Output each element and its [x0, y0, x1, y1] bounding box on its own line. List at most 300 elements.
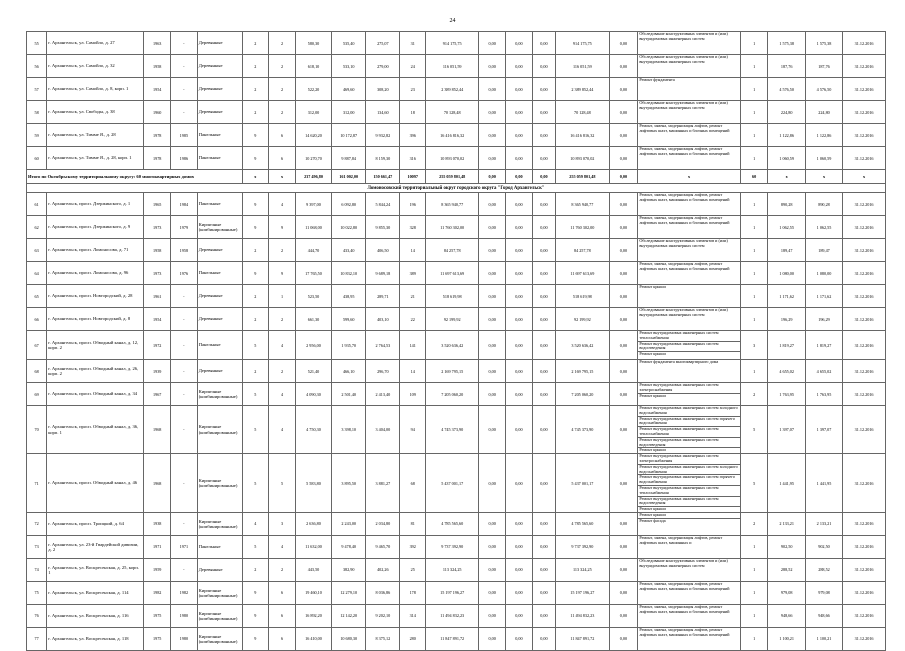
table-row	[27, 360, 886, 383]
table-cell: 0,00	[609, 406, 638, 454]
table-cell: 0,00	[506, 78, 533, 101]
table-cell: 70	[27, 406, 47, 454]
table-cell: 150 661,47	[366, 170, 400, 184]
table-cell: 0,00	[532, 78, 555, 101]
address-cell: г. Архангельск, ул. Самойло, д. 32	[47, 55, 144, 78]
table-cell: 187,76	[768, 55, 805, 78]
table-cell: 70 128,48	[426, 101, 479, 124]
table-cell: 0,00	[506, 147, 533, 170]
table-cell: 1	[740, 101, 768, 124]
table-cell: 9	[242, 604, 269, 627]
table-cell: 9 737 392,90	[426, 535, 479, 558]
table-cell: 618,10	[295, 55, 331, 78]
table-cell: 2 169 795,15	[426, 360, 479, 383]
table-cell: 1965	[144, 193, 171, 216]
table-row	[27, 512, 886, 535]
table-cell: 9	[242, 627, 269, 650]
table-cell: 1939	[144, 360, 171, 383]
table-cell: 116 051,59	[556, 55, 609, 78]
table-cell: 77	[27, 627, 47, 650]
address-cell: г. Архангельск, ул. Воскресенская, д. 114	[47, 581, 144, 604]
capital-repair-table	[26, 31, 886, 651]
table-cell: Деревянные	[197, 78, 242, 101]
table-cell: 312,00	[295, 101, 331, 124]
address-cell: г. Архангельск, просп. Троицкий, д. 64	[47, 512, 144, 535]
table-cell: 1938	[144, 512, 171, 535]
table-row	[27, 627, 886, 650]
table-cell: 518 619,98	[556, 285, 609, 308]
table-cell: 1	[740, 308, 768, 331]
table-cell: 1 935,70	[332, 331, 366, 360]
table-cell: 1976	[171, 262, 198, 285]
district-header-row	[27, 184, 886, 193]
table-cell: 0,00	[532, 55, 555, 78]
table-row	[27, 454, 886, 513]
table-cell: 8 159,30	[366, 147, 400, 170]
table-cell: 308,20	[366, 78, 400, 101]
table-cell: 5	[269, 454, 296, 513]
work-types-cell	[638, 285, 740, 308]
work-type: Ремонт, замена, модернизация лифтов, ремонт лифтовых шахт, машинных и блочных помещений	[639, 261, 730, 271]
work-types-cell	[638, 193, 740, 216]
table-cell: 0,00	[609, 308, 638, 331]
table-row	[27, 32, 886, 55]
table-cell: 1978	[144, 124, 171, 147]
table-cell: 2	[269, 55, 296, 78]
table-cell: 0,00	[506, 331, 533, 360]
table-cell: 8 036,86	[366, 581, 400, 604]
table-cell: 599,60	[332, 308, 366, 331]
table-cell: 0,00	[479, 581, 506, 604]
table-cell: 312,00	[332, 101, 366, 124]
table-cell: 1972	[144, 331, 171, 360]
table-cell: 237 496,80	[295, 170, 331, 184]
table-cell: 4	[269, 535, 296, 558]
address-cell: г. Архангельск, ул. Самойло, д. 8, корп. 1	[47, 78, 144, 101]
table-cell: 902,50	[768, 535, 805, 558]
table-cell: 9	[242, 216, 269, 239]
table-cell: 113 324,25	[426, 558, 479, 581]
table-cell: Кирпичные (комбинированные)	[197, 383, 242, 406]
table-cell: 533,10	[332, 55, 366, 78]
table-cell: Кирпичные (комбинированные)	[197, 581, 242, 604]
table-cell: 5 437 001,17	[556, 454, 609, 513]
work-type: Ремонт внутридомовых инженерных систем горячего водоснабжения	[638, 417, 739, 428]
address-cell: г. Архангельск, просп. Обводный канал, д. 34	[47, 383, 144, 406]
table-cell: 2	[242, 78, 269, 101]
address-cell: г. Архангельск, просп. Дзержинского, д. 1	[47, 193, 144, 216]
table-row	[27, 262, 886, 285]
table-cell: 2 133,21	[805, 512, 842, 535]
table-cell: 5 844,24	[366, 193, 400, 216]
table-cell: 5 583,80	[295, 454, 331, 513]
table-cell: 31.12.2016	[843, 604, 886, 627]
table-cell: 8 375,12	[366, 627, 400, 650]
table-cell: Панельные	[197, 262, 242, 285]
table-row	[27, 535, 886, 558]
table-cell: 0,00	[479, 383, 506, 406]
table-cell: 0,00	[609, 454, 638, 513]
table-cell: 1968	[144, 454, 171, 513]
table-cell: 1 060,59	[805, 147, 842, 170]
table-cell: 1	[740, 239, 768, 262]
table-cell: 1 171,62	[768, 285, 805, 308]
table-cell: 1 441,95	[768, 454, 805, 513]
table-cell: 6	[269, 124, 296, 147]
table-cell: 0,00	[609, 285, 638, 308]
table-cell: 10 832,10	[332, 262, 366, 285]
table-cell: 5	[242, 331, 269, 360]
table-cell: 0,00	[506, 262, 533, 285]
table-cell: 0,00	[479, 360, 506, 383]
table-cell: 16 892,20	[295, 604, 331, 627]
table-cell: 1 062,55	[805, 216, 842, 239]
table-cell: 55	[27, 32, 47, 55]
table-cell: 11 632,00	[295, 535, 331, 558]
table-cell: 6	[269, 604, 296, 627]
table-cell: 196	[400, 193, 426, 216]
work-types-cell	[638, 216, 740, 239]
table-cell: 92 199,92	[426, 308, 479, 331]
table-cell: 296,70	[366, 360, 400, 383]
table-cell: 255 059 801,48	[426, 170, 479, 184]
table-cell: 1968	[144, 406, 171, 454]
work-type: Ремонт, замена, модернизация лифтов, ремонт лифтовых шахт, машинных и блочных помещений	[639, 192, 730, 202]
table-cell: 196,29	[768, 308, 805, 331]
work-types-cell	[638, 383, 740, 406]
table-cell: 0,00	[532, 239, 555, 262]
table-cell: 2	[242, 101, 269, 124]
table-cell: Деревянные	[197, 308, 242, 331]
table-cell: 68	[27, 360, 47, 383]
table-cell: 2	[269, 101, 296, 124]
table-cell: 12 279,10	[332, 581, 366, 604]
table-row	[27, 193, 886, 216]
table-row	[27, 604, 886, 627]
table-cell: 31.12.2016	[843, 308, 886, 331]
work-types-cell	[638, 239, 740, 262]
table-cell: 0,00	[506, 32, 533, 55]
table-cell: 31.12.2016	[843, 383, 886, 406]
table-cell: 1	[740, 285, 768, 308]
table-cell: 9	[269, 262, 296, 285]
table-cell: 1	[740, 262, 768, 285]
table-cell: 60	[740, 170, 768, 184]
table-cell: 0,00	[609, 604, 638, 627]
table-cell: 5 437 001,17	[426, 454, 479, 513]
table-cell: 521,40	[295, 360, 331, 383]
work-types-cell	[638, 454, 740, 513]
table-cell: 4 576,50	[805, 78, 842, 101]
table-cell: 0,00	[609, 558, 638, 581]
table-cell: 14	[400, 360, 426, 383]
table-cell: 9 887,84	[332, 147, 366, 170]
work-type: Ремонт внутридомовых инженерных систем водоотведения	[638, 342, 739, 353]
table-cell: 0,00	[609, 581, 638, 604]
table-cell: 116 051,59	[426, 55, 479, 78]
table-cell: Кирпичные (комбинированные)	[197, 604, 242, 627]
table-cell: 3 404,00	[366, 406, 400, 454]
table-cell: -	[171, 383, 198, 406]
table-cell: 4 745 373,90	[556, 406, 609, 454]
table-cell: 2 243,00	[332, 512, 366, 535]
table-cell: 31.12.2016	[843, 581, 886, 604]
work-type: Ремонт крыши	[639, 447, 666, 453]
table-cell: 31.12.2016	[843, 406, 886, 454]
table-cell: 1973	[144, 216, 171, 239]
table-cell: 279,00	[366, 55, 400, 78]
table-cell: 4 785 565,60	[426, 512, 479, 535]
table-cell: 392	[400, 535, 426, 558]
table-cell: 15 197 196,27	[556, 581, 609, 604]
table-cell: 64	[27, 262, 47, 285]
table-cell: 1 441,95	[805, 454, 842, 513]
table-cell: Кирпичные (комбинированные)	[197, 454, 242, 513]
table-cell: 1971	[144, 535, 171, 558]
table-cell: 31.12.2016	[843, 216, 886, 239]
table-cell: 5	[242, 535, 269, 558]
work-types-cell	[638, 360, 740, 383]
table-cell: 0,00	[532, 308, 555, 331]
table-cell: 2 764,53	[366, 331, 400, 360]
table-cell: -	[171, 285, 198, 308]
work-type: Ремонт крыши	[639, 284, 666, 289]
table-cell: Деревянные	[197, 32, 242, 55]
table-cell: 0,00	[479, 170, 506, 184]
table-cell: 189,47	[805, 239, 842, 262]
table-cell: 1 763,95	[768, 383, 805, 406]
work-type: Ремонт внутридомовых инженерных систем теплоснабжения	[638, 331, 739, 342]
table-cell: 3	[269, 512, 296, 535]
table-cell: 1	[740, 55, 768, 78]
table-cell: -	[171, 32, 198, 55]
table-cell: 1	[740, 193, 768, 216]
table-cell: 1954	[144, 308, 171, 331]
table-cell: 523,50	[295, 285, 331, 308]
table-cell: 12 142,20	[332, 604, 366, 627]
table-cell: 316	[400, 147, 426, 170]
address-cell: г. Архангельск, ул. Воскресенская, д. 118	[47, 627, 144, 650]
work-type: Ремонт внутридомовых инженерных систем теплоснабжения	[638, 486, 739, 497]
work-type: Ремонт фундамента	[639, 77, 675, 82]
table-cell: 161 002,00	[332, 170, 366, 184]
table-cell: 0,00	[479, 308, 506, 331]
work-type: Ремонт внутридомовых инженерных систем холодного водоснабжения	[639, 405, 738, 415]
table-cell: 2	[269, 558, 296, 581]
table-cell: 518 619,98	[426, 285, 479, 308]
table-cell: Панельные	[197, 124, 242, 147]
table-row	[27, 581, 886, 604]
table-cell: 1	[740, 32, 768, 55]
work-type: Ремонт крыши	[639, 351, 666, 357]
table-cell: 189,47	[768, 239, 805, 262]
table-cell: 0,00	[532, 170, 555, 184]
table-cell: 433,40	[332, 239, 366, 262]
table-cell: 406,50	[366, 239, 400, 262]
address-cell: г. Архангельск, просп. Ломоносова, д. 96	[47, 262, 144, 285]
table-cell: 70 128,48	[556, 101, 609, 124]
table-cell: 0,00	[609, 512, 638, 535]
table-cell: 134,60	[366, 101, 400, 124]
table-cell: 72	[27, 512, 47, 535]
table-cell: 466,10	[332, 360, 366, 383]
work-type: Ремонт крыши	[638, 513, 739, 519]
table-cell: 0,00	[479, 454, 506, 513]
table-cell: 31	[400, 32, 426, 55]
table-cell: 522,20	[295, 78, 331, 101]
table-cell: 1982	[144, 581, 171, 604]
table-cell: 109	[400, 383, 426, 406]
work-types-cell	[638, 558, 740, 581]
table-cell: 4 750,30	[295, 406, 331, 454]
table-cell: 4	[242, 512, 269, 535]
table-cell: 58	[27, 101, 47, 124]
table-cell: 84 257,78	[556, 239, 609, 262]
table-cell: 21	[400, 285, 426, 308]
table-cell: 0,00	[532, 147, 555, 170]
table-cell: 5	[242, 454, 269, 513]
table-row	[27, 147, 886, 170]
table-cell: 6	[269, 581, 296, 604]
table-cell: 2	[242, 32, 269, 55]
table-cell: 0,00	[506, 535, 533, 558]
table-cell: 0,00	[532, 383, 555, 406]
table-cell: 9 689,18	[366, 262, 400, 285]
table-cell: 0,00	[479, 285, 506, 308]
table-cell: 71	[27, 454, 47, 513]
table-cell: 2	[242, 239, 269, 262]
table-cell: 68	[400, 454, 426, 513]
table-cell: 3 520 636,42	[426, 331, 479, 360]
table-cell: 57	[27, 78, 47, 101]
table-cell: 0,00	[506, 604, 533, 627]
table-row	[27, 285, 886, 308]
table-cell: 1973	[144, 262, 171, 285]
table-cell: 4	[269, 383, 296, 406]
table-cell: 1 122,86	[768, 124, 805, 147]
table-cell: 2	[242, 558, 269, 581]
table-cell: 3 895,50	[332, 454, 366, 513]
table-cell: 0,00	[609, 383, 638, 406]
address-cell: г. Архангельск, просп. Обводный канал, д. 26, корп. 2	[47, 360, 144, 383]
work-types-cell	[638, 147, 740, 170]
table-cell: 1986	[171, 147, 198, 170]
table-cell: 0,00	[479, 101, 506, 124]
table-cell: 11 494 832,23	[426, 604, 479, 627]
work-type: Ремонт внутридомовых инженерных систем водоотведения	[638, 497, 739, 508]
table-cell: 0,00	[609, 535, 638, 558]
table-cell: 0,00	[479, 535, 506, 558]
table-cell: 0,00	[532, 262, 555, 285]
table-cell: -	[171, 55, 198, 78]
work-types-cell	[638, 331, 740, 360]
table-cell: 61	[27, 193, 47, 216]
table-cell: 5	[242, 406, 269, 454]
table-cell: 31.12.2016	[843, 124, 886, 147]
table-cell: 1	[740, 216, 768, 239]
work-type: Обследование конструктивных элементов и (или) внутридомовых инженерных систем	[639, 558, 728, 568]
table-cell: 19 460,10	[295, 581, 331, 604]
table-cell: 3 881,27	[366, 454, 400, 513]
table-cell: -	[171, 360, 198, 383]
table-cell: 94	[400, 406, 426, 454]
table-cell: 1963	[144, 32, 171, 55]
table-cell: 0,00	[479, 331, 506, 360]
table-cell: 0,00	[609, 147, 638, 170]
work-types-cell	[638, 406, 740, 454]
table-cell: 65	[27, 285, 47, 308]
table-cell: 0,00	[609, 193, 638, 216]
table-cell: 9 932,82	[366, 124, 400, 147]
table-cell: 444,70	[295, 239, 331, 262]
table-cell: 0,00	[532, 124, 555, 147]
table-cell: -	[171, 78, 198, 101]
address-cell: г. Архангельск, просп. Обводный канал, д. 46	[47, 454, 144, 513]
table-cell: 0,00	[609, 170, 638, 184]
table-cell: 4 745 373,90	[426, 406, 479, 454]
table-cell: 25	[400, 558, 426, 581]
table-cell: 1971	[171, 535, 198, 558]
table-cell: 2	[269, 360, 296, 383]
table-cell: 914 175,75	[556, 32, 609, 55]
table-cell: 0,00	[532, 535, 555, 558]
table-cell: 9 465,70	[366, 535, 400, 558]
table-cell: 0,00	[532, 285, 555, 308]
table-cell: Деревянные	[197, 558, 242, 581]
table-cell: -	[171, 406, 198, 454]
table-cell: 2 034,80	[366, 512, 400, 535]
table-cell: 0,00	[609, 78, 638, 101]
table-cell: -	[171, 512, 198, 535]
table-cell: -	[171, 331, 198, 360]
table-cell: 8 365 940,77	[556, 193, 609, 216]
table-cell: 1	[740, 627, 768, 650]
table-cell: 979,08	[805, 581, 842, 604]
address-cell: г. Архангельск, ул. Воскресенская, д. 116	[47, 604, 144, 627]
table-cell: 31.12.2016	[843, 101, 886, 124]
work-type: Ремонт внутридомовых инженерных систем холодного водоснабжения	[639, 463, 738, 474]
table-cell: 0,00	[479, 124, 506, 147]
table-cell: 1 819,27	[805, 331, 842, 360]
table-cell: 0,00	[506, 627, 533, 650]
table-cell: Кирпичные (комбинированные)	[197, 406, 242, 454]
table-cell: 382,90	[332, 558, 366, 581]
table-cell: 31.12.2016	[843, 627, 886, 650]
address-cell: г. Архангельск, просп. Новгородский, д. 28	[47, 285, 144, 308]
table-cell: 4 655,02	[805, 360, 842, 383]
table-cell: 113 324,25	[556, 558, 609, 581]
table-cell: 4	[269, 406, 296, 454]
table-cell: 0,00	[479, 147, 506, 170]
table-row	[27, 308, 886, 331]
work-type: Обследование конструктивных элементов и (или) внутридомовых инженерных систем	[639, 238, 728, 248]
table-cell: 9	[269, 216, 296, 239]
table-cell: 31.12.2016	[843, 558, 886, 581]
table-cell: Панельные	[197, 535, 242, 558]
work-type: Ремонт внутридомовых инженерных систем теплоснабжения	[638, 427, 739, 438]
work-types-cell	[638, 262, 740, 285]
work-type: Ремонт крыши	[639, 506, 666, 512]
table-cell: 31.12.2016	[843, 360, 886, 383]
table-cell: 288,52	[805, 558, 842, 581]
table-cell: 0,00	[506, 360, 533, 383]
table-cell: 1960	[144, 101, 171, 124]
table-cell: Кирпичные (комбинированные)	[197, 512, 242, 535]
table-cell: 56	[27, 55, 47, 78]
table-cell: 2 956,00	[295, 331, 331, 360]
work-types-cell	[638, 535, 740, 558]
table-row	[27, 124, 886, 147]
